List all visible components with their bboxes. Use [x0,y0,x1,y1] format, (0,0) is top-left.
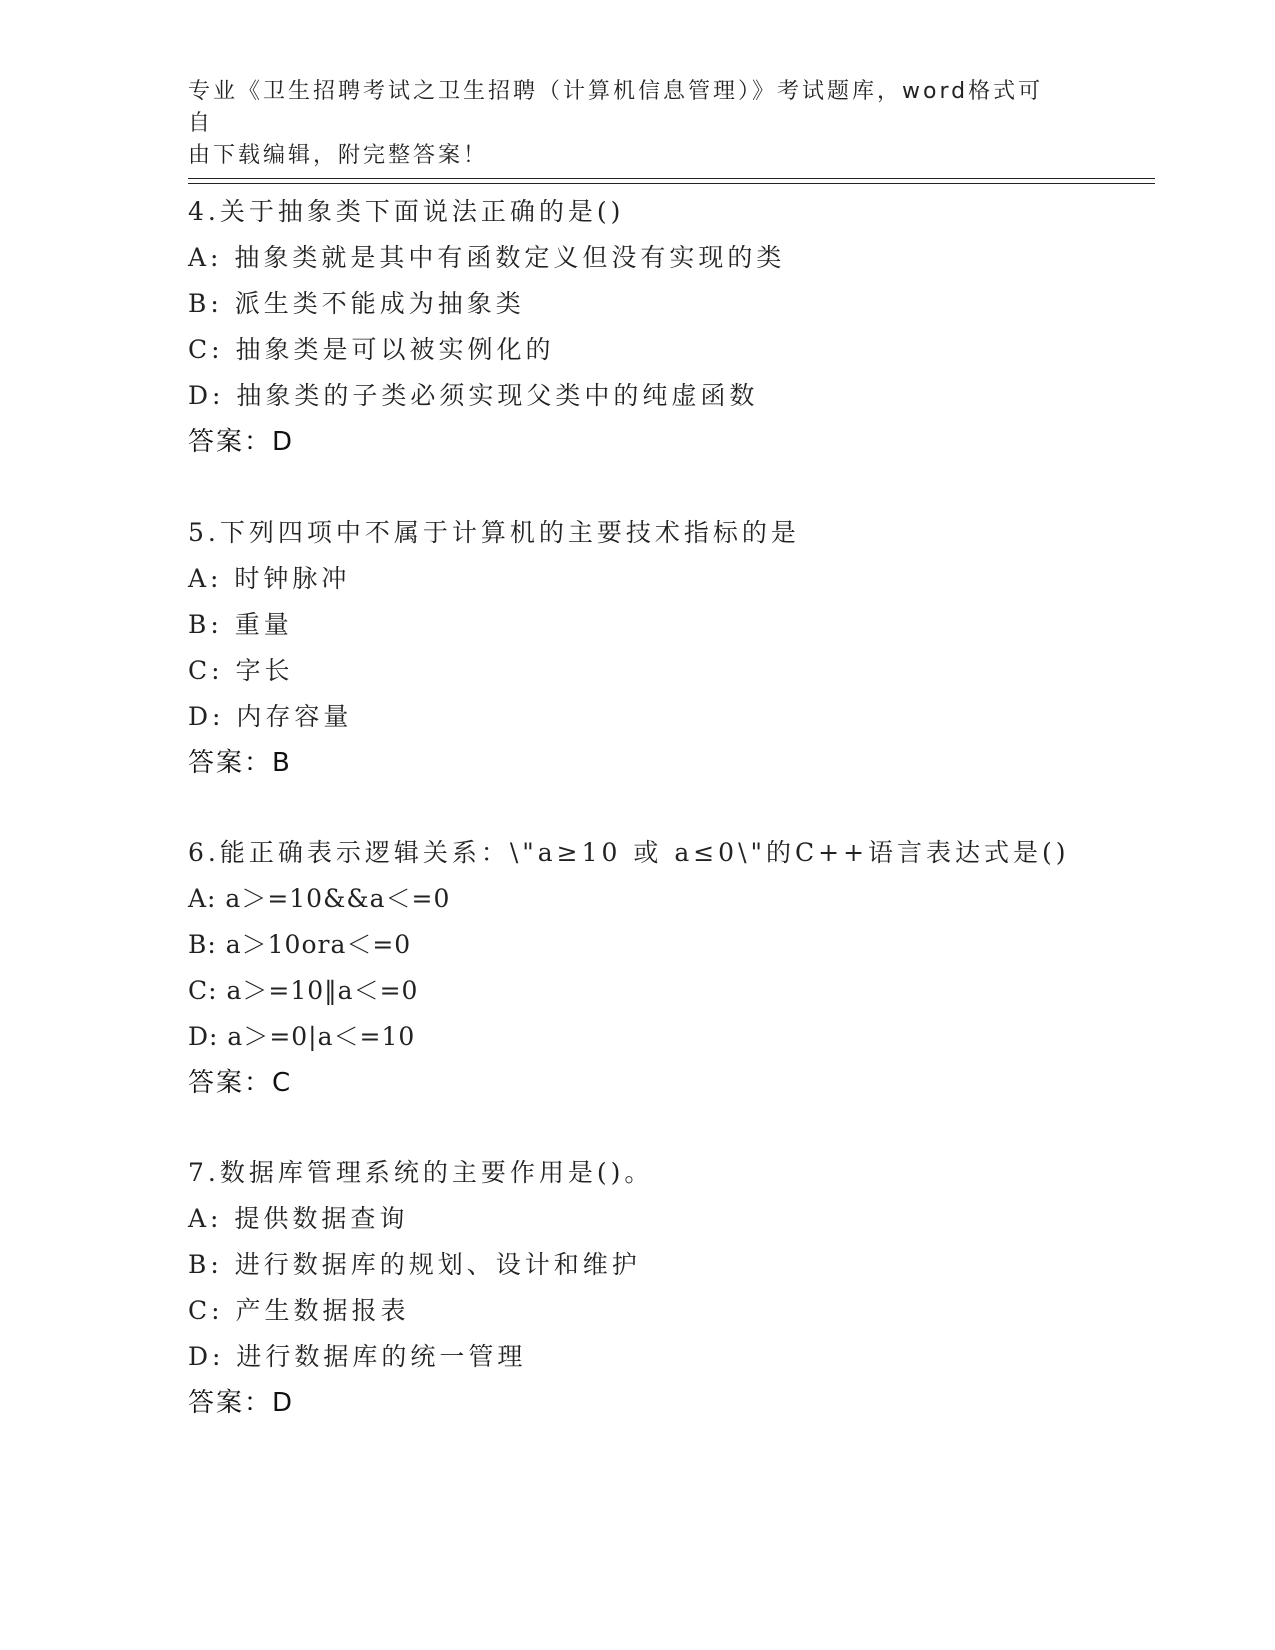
answer-label: 答案：C [188,1068,293,1098]
option-a: A: 时钟脉冲 [188,564,351,593]
option-a: A: a＞=10&&a＜=0 [188,884,451,913]
option-b: B: 派生类不能成为抽象类 [188,289,525,318]
question-4 [188,189,1148,465]
header-line-1: 专业《卫生招聘考试之卫生招聘（计算机信息管理）》考试题库，word格式可自 [188,79,1044,136]
answer-label: 答案：B [188,748,292,778]
option-b: B: a＞10ora＜=0 [188,930,412,959]
answer-label: 答案：D [188,427,295,457]
option-c: C: 产生数据报表 [188,1296,410,1325]
header-line-2: 由下载编辑，附完整答案！ [188,143,489,168]
header-divider-bottom [188,183,1155,184]
option-d: D: a＞=0|a＜=10 [188,1022,416,1051]
option-a: A: 抽象类就是其中有函数定义但没有实现的类 [188,243,786,272]
option-b: B: 重量 [188,610,293,639]
option-b: B: 进行数据库的规划、设计和维护 [188,1250,641,1279]
question-stem: 4.关于抽象类下面说法正确的是() [188,197,625,226]
option-c: C: a＞=10‖a＜=0 [188,976,419,1005]
option-c: C: 字长 [188,656,294,685]
header-divider-top [188,178,1155,179]
answer-label: 答案：D [188,1388,295,1418]
option-d: D: 进行数据库的统一管理 [188,1342,527,1371]
document-header [188,76,1068,172]
question-7 [188,1150,1148,1426]
option-c: C: 抽象类是可以被实例化的 [188,335,555,364]
question-6 [188,830,1148,1106]
question-stem: 7.数据库管理系统的主要作用是()。 [188,1158,654,1187]
question-stem: 5.下列四项中不属于计算机的主要技术指标的是 [188,518,800,547]
option-a: A: 提供数据查询 [188,1204,409,1233]
option-d: D: 抽象类的子类必须实现父类中的纯虚函数 [188,381,759,410]
question-5 [188,510,1148,786]
option-d: D: 内存容量 [188,702,353,731]
question-stem: 6.能正确表示逻辑关系：\"a≥10 或 a≤0\"的C++语言表达式是() [188,838,1070,867]
